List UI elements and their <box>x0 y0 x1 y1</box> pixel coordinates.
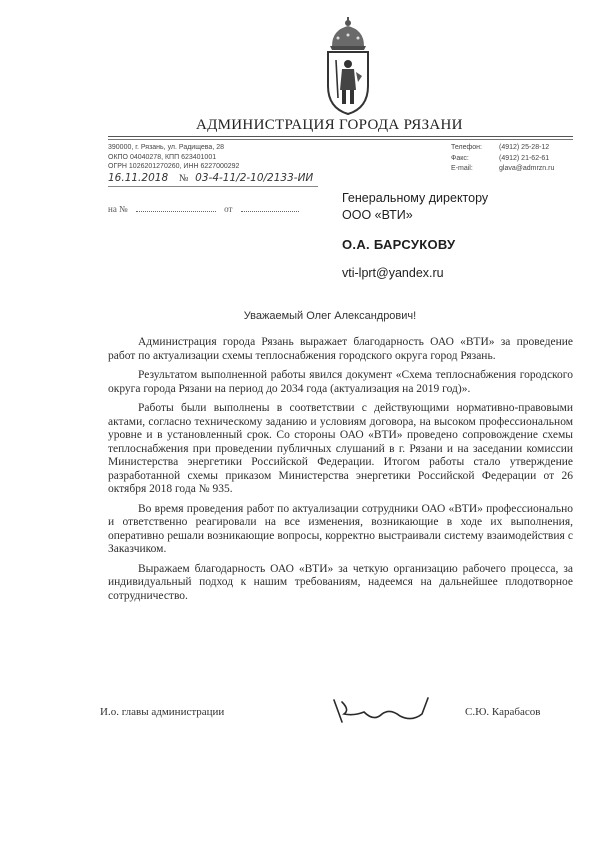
paragraph: Результатом выполненной работы явился документ «Схема теплоснабжения городского округа города Рязани на период до 2034 года (актуализация на 2019 год)». <box>108 369 573 395</box>
contact-label: Телефон: <box>451 144 482 151</box>
reference-number-blank <box>136 211 216 212</box>
contact-email <box>451 164 554 175</box>
paragraph: Во время проведения работ по актуализации сотрудники ОАО «ВТИ» профессионально и ответственно реагировали на все изменения, возникающие в ходе их выполнения, оперативно решали возникающие вопросы, корректно выстраивали систему взаимодействия с Заказчиком. <box>108 502 573 555</box>
reference-number-label: на № <box>108 204 128 214</box>
signature-row <box>100 704 580 728</box>
contact-label: E-mail: <box>451 165 473 172</box>
reference-line <box>108 204 299 214</box>
reference-date-blank <box>241 211 299 212</box>
sender-contacts <box>451 143 554 175</box>
contact-phone <box>451 143 554 154</box>
handwritten-signature-icon <box>330 692 450 728</box>
registration-date: 16.11.2018 <box>108 172 169 184</box>
contact-value: (4912) 25-28-12 <box>499 144 550 151</box>
paragraph: Выражаем благодарность ОАО «ВТИ» за четкую организацию рабочего процесса, за индивидуальный подход к нашим требованиям, надеемся на дальнейшее плодотворное сотрудничество. <box>108 562 573 602</box>
contact-value: glava@admrzn.ru <box>499 165 555 172</box>
registration-line <box>108 172 313 184</box>
signatory-name: С.Ю. Карабасов <box>465 706 541 718</box>
addressee-email: vti-lprt@yandex.ru <box>342 266 444 280</box>
addressee-name: О.А. БАРСУКОВУ <box>342 237 456 252</box>
number-sign: № <box>178 173 189 184</box>
registration-number: 03-4-11/2-10/2133-ИИ <box>195 172 314 184</box>
contact-label: Факс: <box>451 154 469 162</box>
sender-address-block <box>108 143 239 172</box>
registration-underline <box>108 186 318 187</box>
ryazan-coat-of-arms-icon <box>318 16 378 116</box>
contact-fax <box>451 154 554 165</box>
letter-body <box>108 336 573 609</box>
header-divider-thin <box>108 139 573 140</box>
address-line: 390000, г. Рязань, ул. Радищева, 28 <box>108 144 224 151</box>
paragraph: Администрация города Рязань выражает благодарность ОАО «ВТИ» за проведение работ по актуализации схемы теплоснабжения городского округа город Рязань. <box>108 336 573 362</box>
signatory-position: И.о. главы администрации <box>100 706 225 718</box>
addressee-block <box>342 190 488 282</box>
paragraph: Работы были выполнены в соответствии с действующими нормативно-правовыми актами, согласно техническому заданию и условиям договора, на высоком профессиональном уровне и в установленный срок. Со стороны ОАО «ВТИ» проведено сопровождение схемы теплоснабжения при проведении публичных слушаний в г. Рязани и на заседании комиссии Министерства энергетики Российской Федерации. Итогом работы стало утверждение разработанной схемы приказом Министерства энергетики Российской Федерации от 26 октября 2018 года № 935. <box>108 402 573 495</box>
addressee-company: ООО «ВТИ» <box>342 208 413 222</box>
ogrn-line: ОГРН 1026201270260, ИНН 6227000292 <box>108 163 240 170</box>
okpo-line: ОКПО 04040278, КПП 623401001 <box>108 153 217 161</box>
salutation: Уважаемый Олег Александрович! <box>243 310 417 322</box>
contact-value: (4912) 21-62-61 <box>499 154 550 162</box>
addressee-position: Генеральному директору <box>342 191 489 205</box>
header-divider <box>108 136 573 137</box>
reference-date-label: от <box>224 204 233 214</box>
organization-title: АДМИНИСТРАЦИЯ ГОРОДА РЯЗАНИ <box>196 117 463 133</box>
